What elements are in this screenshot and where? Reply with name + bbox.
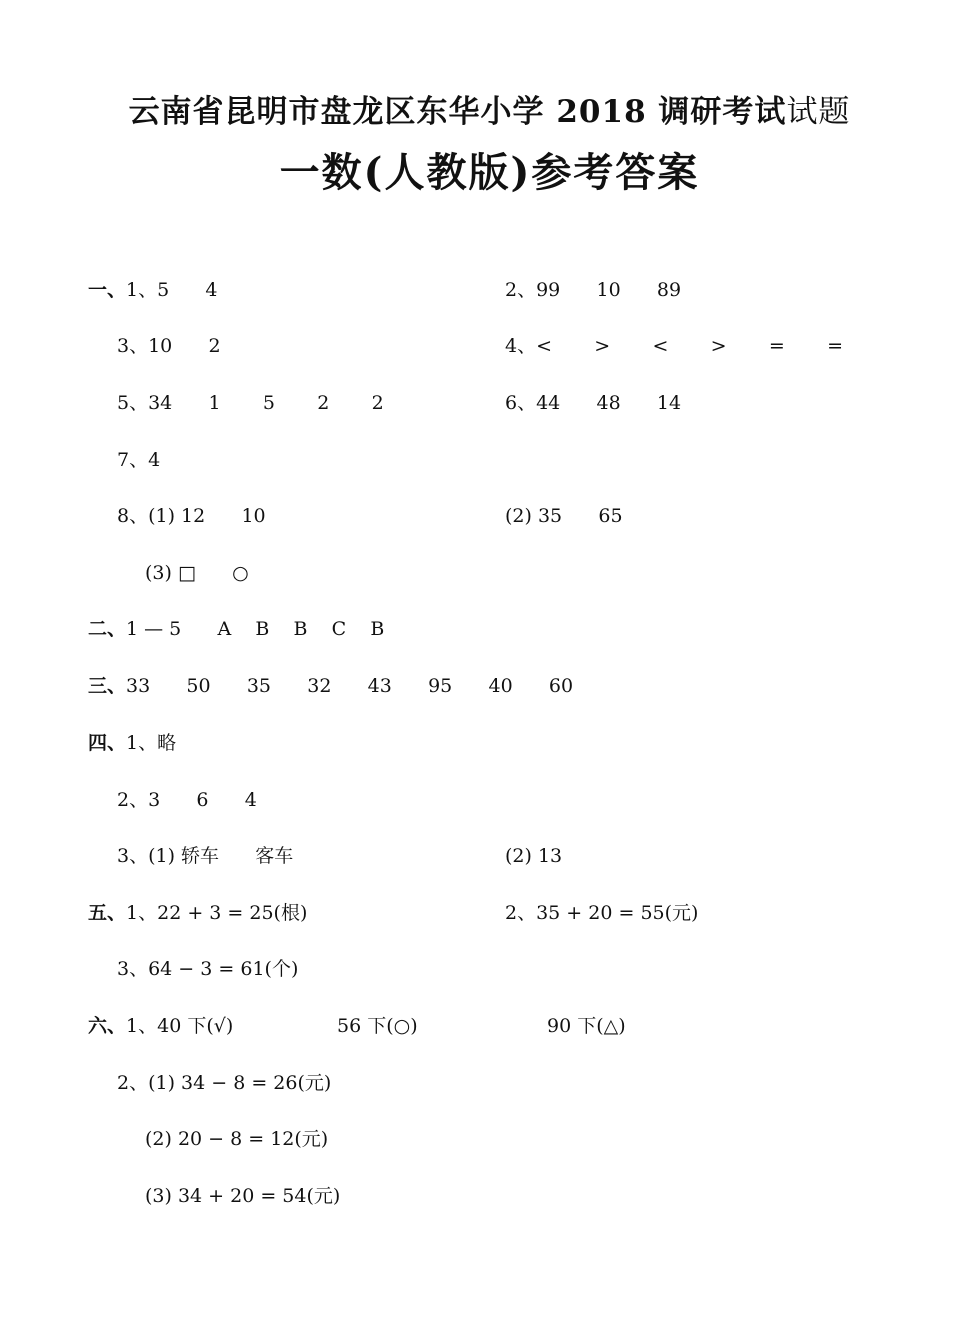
section-4-row-1 <box>88 731 176 755</box>
answer-6-1-b: 56 下(○) <box>337 1015 418 1037</box>
answer-1-1: 1、5 4 <box>126 279 218 301</box>
answer-4-3-part-2: (2) 13 <box>505 845 563 867</box>
answer-6-2-part-2: (2) 20 − 8 = 12(元) <box>145 1128 329 1150</box>
section-5-row-1 <box>88 901 307 925</box>
section-1-label: 一、 <box>88 279 127 301</box>
answer-4-1: 1、略 <box>126 732 177 754</box>
answer-1-8-part-3: (3) □ ○ <box>145 562 249 584</box>
answer-4-3-part-1: 3、(1) 轿车 客车 <box>117 845 294 867</box>
section-1-row-1 <box>88 278 218 302</box>
section-5-label: 五、 <box>88 902 127 924</box>
answer-6-1-c: 90 下(△) <box>547 1015 626 1037</box>
answer-1-6: 6、44 48 14 <box>505 392 682 414</box>
answer-1-2: 2、99 10 89 <box>505 279 682 301</box>
answer-4-2: 2、3 6 4 <box>117 789 257 811</box>
answer-2-content: 1 — 5 A B B C B <box>126 618 385 640</box>
answer-1-3: 3、10 2 <box>117 335 221 357</box>
title-bold-part: 云南省昆明市盘龙区东华小学 2018 调研考试 <box>128 94 787 130</box>
answer-1-8-part-2: (2) 35 65 <box>505 505 623 527</box>
answer-6-2-part-1: 2、(1) 34 − 8 = 26(元) <box>117 1072 332 1094</box>
answer-1-5: 5、34 1 5 2 2 <box>117 392 384 414</box>
section-4-label: 四、 <box>88 732 127 754</box>
answer-5-2: 2、35 + 20 = 55(元) <box>505 902 699 924</box>
answer-3-content: 33 50 35 32 43 95 40 60 <box>126 675 574 697</box>
section-3-row <box>88 674 573 698</box>
document-title <box>0 86 979 131</box>
section-3-label: 三、 <box>88 675 127 697</box>
answer-6-2-part-3: (3) 34 + 20 = 54(元) <box>145 1185 341 1207</box>
answer-1-7: 7、4 <box>117 449 161 471</box>
section-2-row <box>88 617 384 641</box>
answer-1-8-part-1: 8、(1) 12 10 <box>117 505 266 527</box>
answer-1-4: 4、< > < > = = <box>505 335 843 357</box>
answer-5-3: 3、64 − 3 = 61(个) <box>117 958 299 980</box>
answer-5-1: 1、22 + 3 = 25(根) <box>126 902 308 924</box>
document-subtitle: 一数(人教版)参考答案 <box>279 149 700 196</box>
section-6-row-1 <box>88 1014 233 1038</box>
title-light-part: 试题 <box>786 94 851 130</box>
section-2-label: 二、 <box>88 618 127 640</box>
answer-6-1-a: 1、40 下(√) <box>126 1015 234 1037</box>
section-6-label: 六、 <box>88 1015 127 1037</box>
